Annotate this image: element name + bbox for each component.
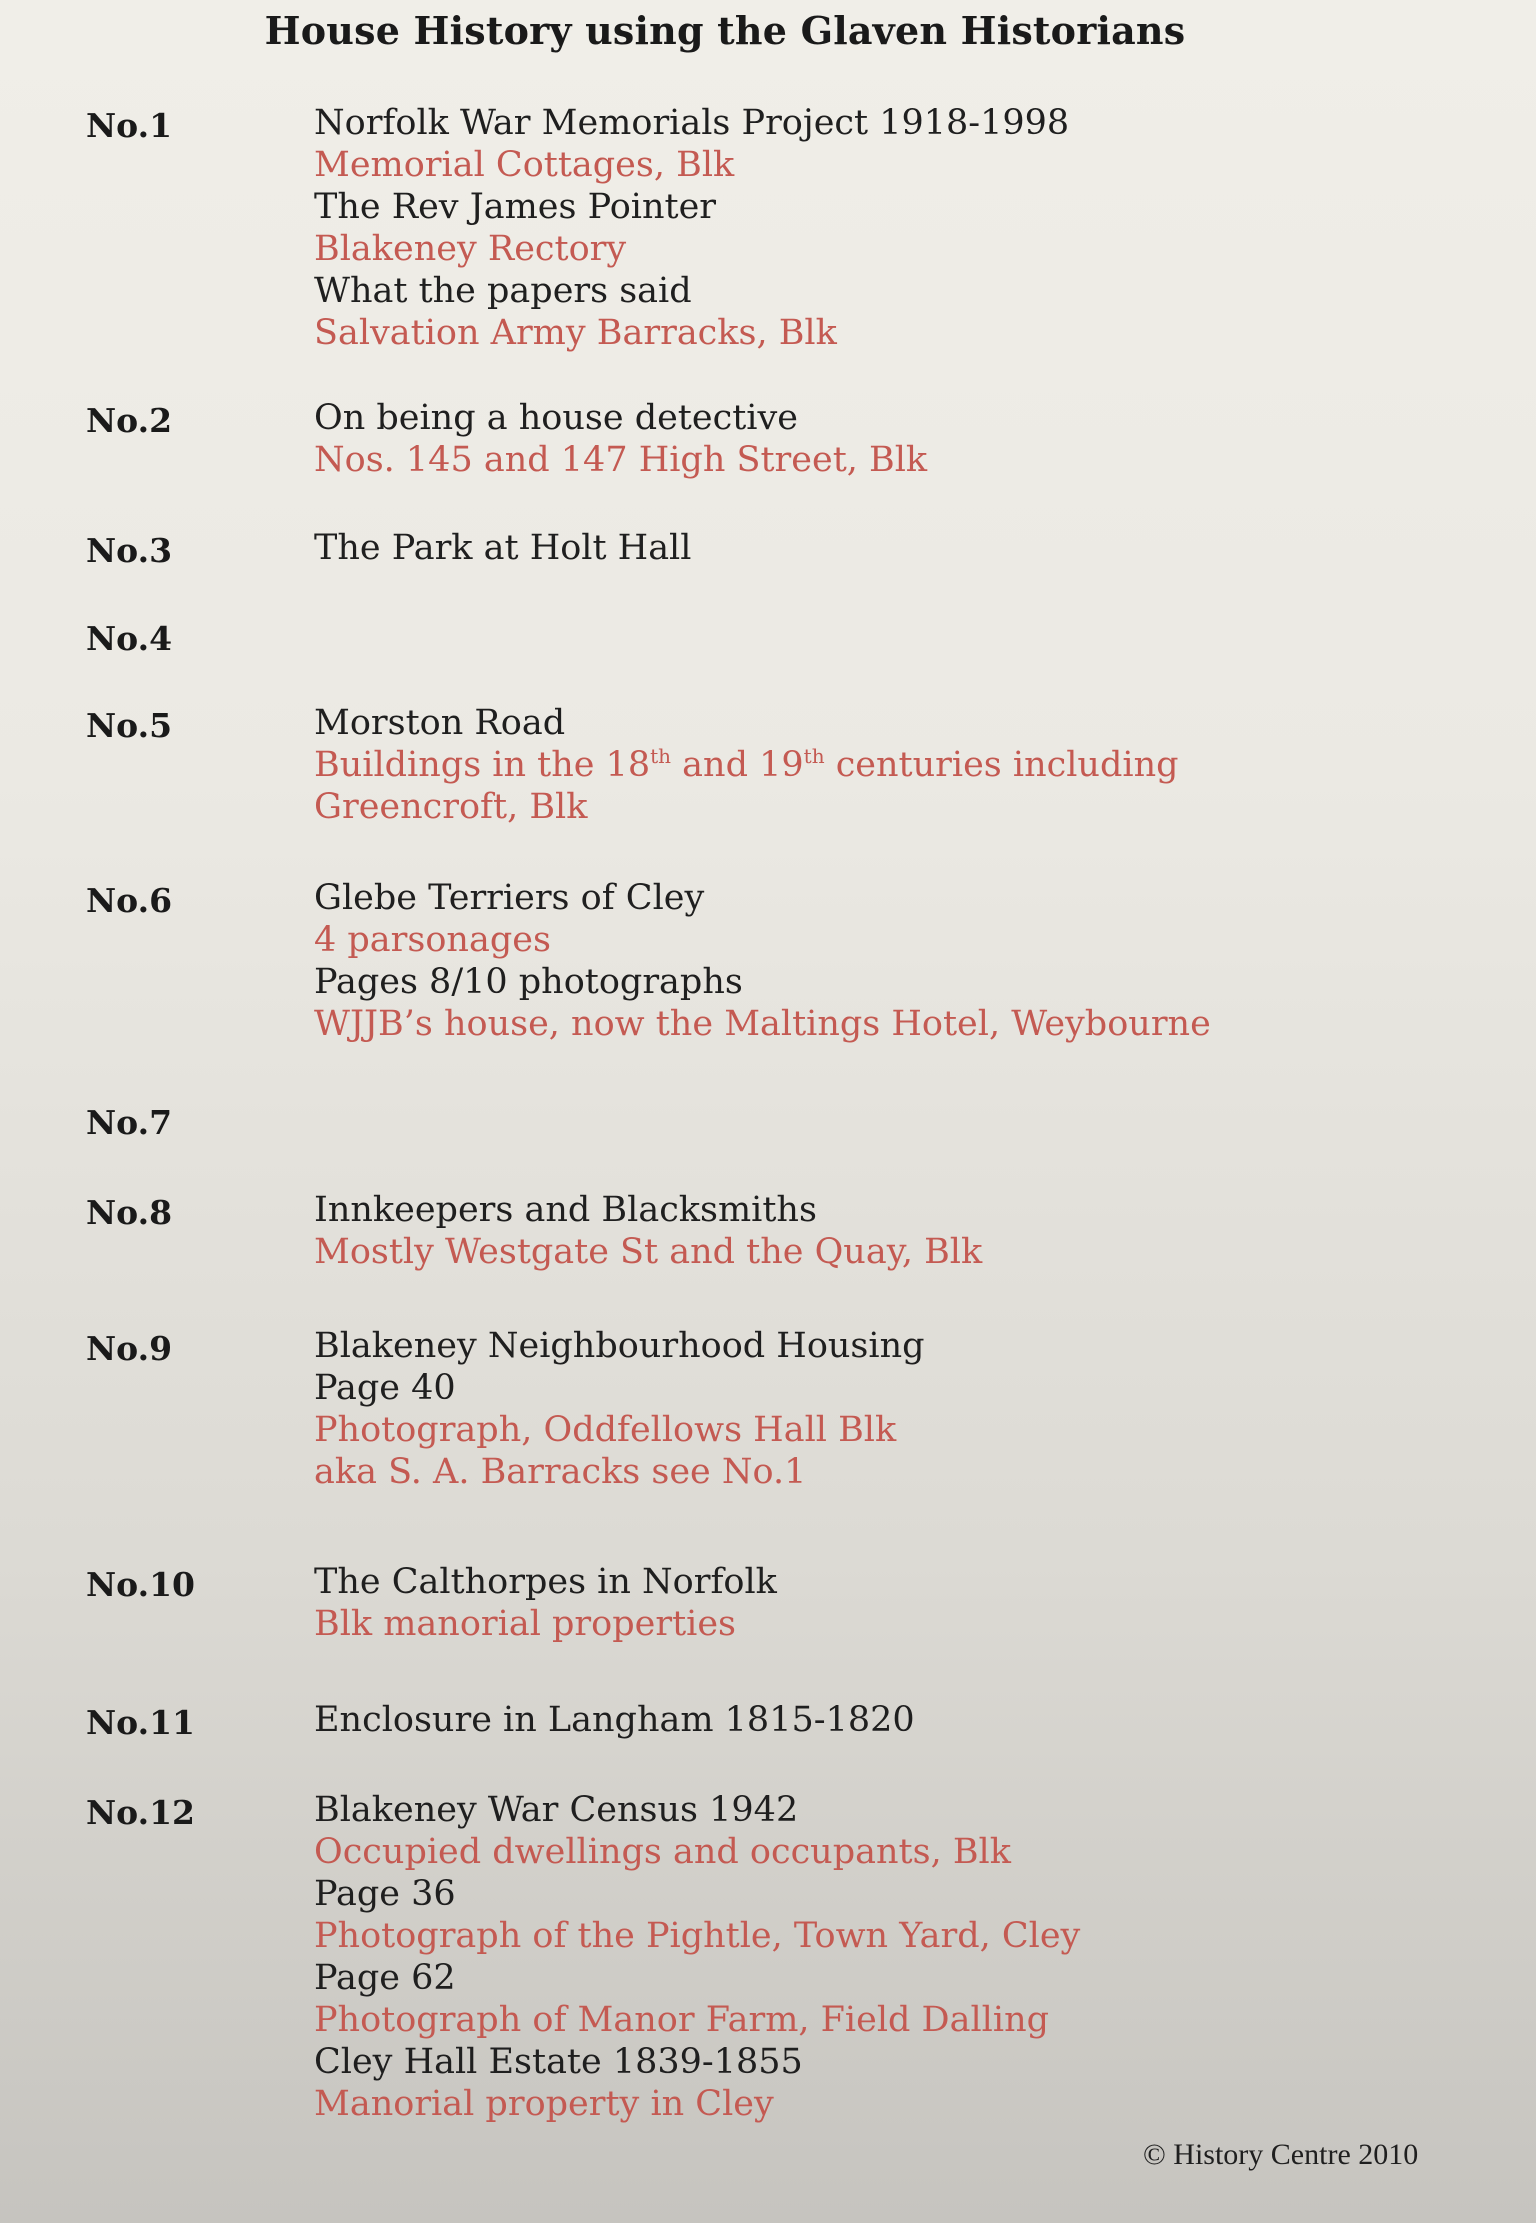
entry-subject-line: Photograph of the Pightle, Town Yard, Cley — [314, 1916, 1081, 1956]
entry-subject-line: Blakeney Rectory — [314, 229, 627, 269]
line-text-segment: and 19 — [671, 745, 804, 785]
entry-title-line: Cley Hall Estate 1839-1855 — [314, 2042, 803, 2082]
entry-title-line: On being a house detective — [314, 398, 798, 438]
entry-number: No.6 — [86, 881, 173, 920]
entry-subject-line: WJJB’s house, now the Maltings Hotel, Weybourne — [314, 1004, 1211, 1044]
entry-lines — [314, 877, 1464, 1045]
entry-number: No.12 — [86, 1793, 196, 1832]
entry-subject-line: Manorial property in Cley — [314, 2084, 774, 2124]
entry-subject-line: Photograph of Manor Farm, Field Dalling — [314, 2000, 1050, 2040]
entry-number: No.2 — [86, 401, 173, 440]
entry-subject-line: Nos. 145 and 147 High Street, Blk — [314, 440, 928, 480]
entry-title-line: The Park at Holt Hall — [314, 528, 692, 568]
entry-number: No.9 — [86, 1329, 173, 1368]
entry-number: No.11 — [86, 1703, 196, 1742]
entry-subject-line: Greencroft, Blk — [314, 787, 588, 827]
entry-title-line: Page 36 — [314, 1874, 456, 1914]
entry-title-line: What the papers said — [314, 271, 692, 311]
entry-subject-line — [314, 744, 1464, 786]
entry-lines — [314, 1189, 1464, 1273]
entry-number: No.7 — [86, 1103, 173, 1142]
line-text-segment: centuries including — [824, 745, 1179, 785]
ordinal-suffix: th — [650, 744, 672, 768]
entry-subject-line: 4 parsonages — [314, 920, 551, 960]
page-title: House History using the Glaven Historians — [264, 8, 1186, 53]
entry-number: No.8 — [86, 1193, 173, 1232]
entry-title-line: Page 40 — [314, 1368, 456, 1408]
entry-lines — [314, 1699, 1464, 1741]
entry-number: No.5 — [86, 706, 173, 745]
entry-title-line: The Rev James Pointer — [314, 187, 717, 227]
entry-title-line: The Calthorpes in Norfolk — [314, 1562, 777, 1602]
entry-title-line: Glebe Terriers of Cley — [314, 878, 705, 918]
entry-lines — [314, 1325, 1464, 1493]
entry-lines — [314, 527, 1464, 569]
entry-title-line: Blakeney Neighbourhood Housing — [314, 1326, 925, 1366]
entry-lines — [314, 397, 1464, 481]
entry-subject-line: Mostly Westgate St and the Quay, Blk — [314, 1232, 983, 1272]
entry-subject-line: Salvation Army Barracks, Blk — [314, 313, 837, 353]
copyright-notice: © History Centre 2010 — [1143, 2138, 1419, 2171]
entry-title-line: Page 62 — [314, 1958, 456, 1998]
entry-number: No.10 — [86, 1565, 196, 1604]
entry-title-line: Blakeney War Census 1942 — [314, 1790, 799, 1830]
entry-number: No.1 — [86, 106, 173, 145]
entry-title-line: Norfolk War Memorials Project 1918-1998 — [314, 103, 1070, 143]
entry-lines — [314, 1789, 1464, 2125]
entry-title-line: Morston Road — [314, 703, 566, 743]
entry-number: No.4 — [86, 619, 173, 658]
entry-subject-line: aka S. A. Barracks see No.1 — [314, 1452, 807, 1492]
entry-number: No.3 — [86, 531, 173, 570]
entry-subject-line: Photograph, Oddfellows Hall Blk — [314, 1410, 897, 1450]
entry-title-line: Pages 8/10 photographs — [314, 962, 743, 1002]
entry-subject-line: Blk manorial properties — [314, 1604, 737, 1644]
entry-title-line: Enclosure in Langham 1815-1820 — [314, 1700, 915, 1740]
entry-lines — [314, 102, 1464, 354]
entry-lines — [314, 1561, 1464, 1645]
line-text-segment: Buildings in the 18 — [314, 745, 651, 785]
entry-lines — [314, 702, 1464, 828]
entry-title-line: Innkeepers and Blacksmiths — [314, 1190, 817, 1230]
entry-subject-line: Occupied dwellings and occupants, Blk — [314, 1832, 1011, 1872]
entry-subject-line: Memorial Cottages, Blk — [314, 145, 735, 185]
ordinal-suffix: th — [803, 744, 825, 768]
